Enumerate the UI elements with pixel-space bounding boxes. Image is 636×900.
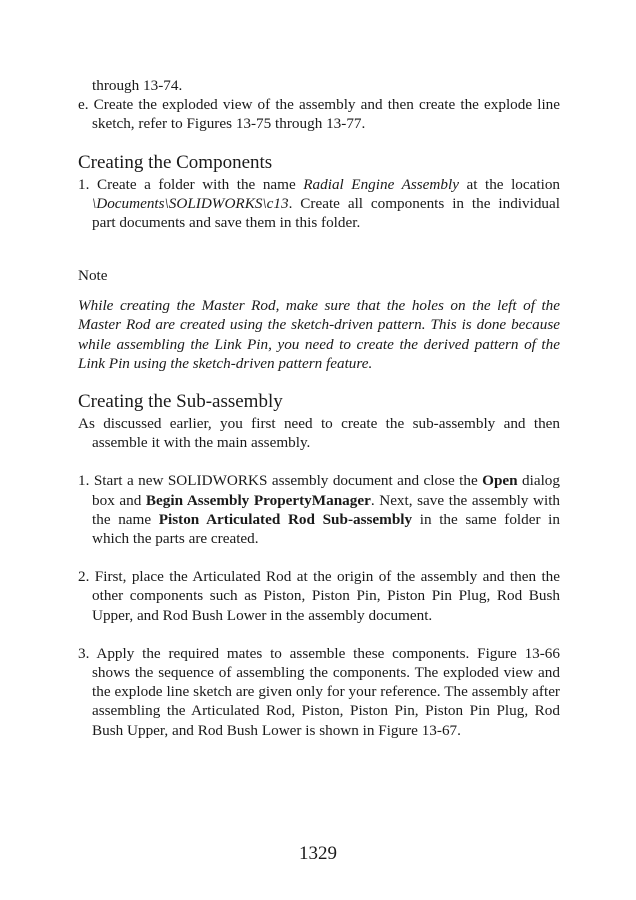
subassembly-step-2 xyxy=(78,567,560,625)
page-body xyxy=(78,0,560,740)
step-text: . Next, save the assembly with the name xyxy=(92,491,561,528)
subassembly-step-1 xyxy=(78,471,560,548)
list-marker: 3. xyxy=(78,644,90,662)
note-body: While creating the Master Rod, make sure that the holes on the left of the Master Rod are created using the sketch-driven pattern. This is done because while assembling the Link Pin, you need to create the derived pattern of the Link Pin using the sketch-driven pattern feature. xyxy=(78,297,560,372)
step-text: dialog box and xyxy=(92,472,560,509)
list-marker: 1. xyxy=(78,472,90,490)
list-marker: 1. xyxy=(78,175,90,193)
list-item-text: Create the exploded view of the assembly and then create the explode line sketch, refer to Figures 13-75 through 13-77. xyxy=(92,96,560,133)
subassembly-step-3 xyxy=(78,644,560,740)
folder-name: Radial Engine Assembly xyxy=(303,175,459,193)
subassembly-intro: As discussed earlier, you first need to create the sub-assembly and then assemble it with the main assembly. xyxy=(78,415,560,452)
page-number: 1329 xyxy=(299,843,337,864)
step-text: in the same folder in which the parts are created. xyxy=(92,510,560,548)
folder-location: \Documents\SOLIDWORKS\c13 xyxy=(92,194,289,212)
list-marker: e. xyxy=(78,96,89,114)
step-text: First, place the Articulated Rod at the origin of the assembly and then the other components such as Piston, Piston Pin, Piston Pin Plug, Rod Bush Upper, and Rod Bush Lower in the assembly document. xyxy=(92,568,561,624)
continuation-line xyxy=(78,76,560,95)
continuation-text: through 13-74. xyxy=(92,77,183,94)
assembly-name: Piston Articulated Rod Sub-assembly xyxy=(158,510,413,528)
components-step-1 xyxy=(78,175,560,233)
note-label: Note xyxy=(78,267,108,285)
list-item-e xyxy=(78,95,560,133)
section-heading-components: Creating the Components xyxy=(78,151,273,173)
step-text: Apply the required mates to assemble these components. Figure 13-66 shows the sequence of assembling the components. The exploded view and the explode line sketch are given only for your reference. The assembly after assembling the Articulated Rod, Piston, Piston Pin, Piston Pin Plug, Rod Bush Upper, and Rod Bush Lower is shown in Figure 13-67. xyxy=(92,644,560,739)
step-text: at the location xyxy=(458,175,561,193)
list-marker: 2. xyxy=(78,568,90,586)
step-text: . Create all components in the individual part documents and save them in this folder. xyxy=(92,194,560,232)
section-heading-subassembly: Creating the Sub-assembly xyxy=(78,391,283,413)
step-text: Create a folder with the name xyxy=(96,175,304,193)
step-text: Start a new SOLIDWORKS assembly document and close the xyxy=(93,472,483,490)
open-dialog-name: Open xyxy=(482,472,518,490)
property-manager-name: Begin Assembly PropertyManager xyxy=(145,491,371,509)
